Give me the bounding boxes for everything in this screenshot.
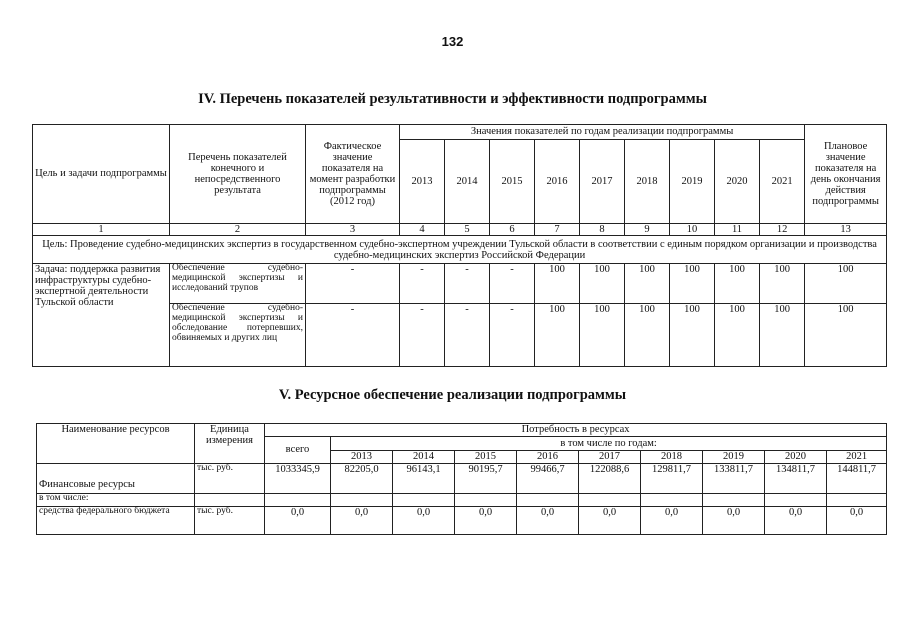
column-number: 3 xyxy=(306,224,400,236)
year-value: 133811,7 xyxy=(703,464,765,494)
year-value: 0,0 xyxy=(517,507,579,535)
actual-value: - xyxy=(306,264,400,304)
year-value: 0,0 xyxy=(703,507,765,535)
header-goal: Цель и задачи подпрограммы xyxy=(33,125,170,224)
year-value: 144811,7 xyxy=(827,464,887,494)
year-value: - xyxy=(400,304,445,367)
header-row-1 xyxy=(37,424,887,437)
resource-unit: тыс. руб. xyxy=(195,507,265,535)
header-row-1 xyxy=(33,125,887,140)
table-row xyxy=(37,494,887,507)
header-need: Потребность в ресурсах xyxy=(265,424,887,437)
year-value: 100 xyxy=(715,304,760,367)
resource-name: Финансовые ресурсы xyxy=(37,464,195,494)
header-unit: Единица измерения xyxy=(195,424,265,464)
year-value: 100 xyxy=(535,264,580,304)
header-year: 2018 xyxy=(641,451,703,464)
year-value: 100 xyxy=(580,264,625,304)
year-value xyxy=(641,494,703,507)
header-year: 2020 xyxy=(765,451,827,464)
header-year: 2017 xyxy=(579,451,641,464)
header-year: 2018 xyxy=(625,140,670,224)
year-value: 0,0 xyxy=(455,507,517,535)
column-number: 1 xyxy=(33,224,170,236)
year-value: 0,0 xyxy=(765,507,827,535)
resource-unit xyxy=(195,494,265,507)
header-indicator: Перечень показателей конечного и непосредственного результата xyxy=(170,125,306,224)
column-number: 4 xyxy=(400,224,445,236)
year-value xyxy=(393,494,455,507)
year-value: 100 xyxy=(760,304,805,367)
column-number: 10 xyxy=(670,224,715,236)
year-value xyxy=(703,494,765,507)
header-total: всего xyxy=(265,437,331,464)
year-value: 90195,7 xyxy=(455,464,517,494)
year-value xyxy=(765,494,827,507)
header-year: 2013 xyxy=(331,451,393,464)
header-years-group: Значения показателей по годам реализации подпрограммы xyxy=(400,125,805,140)
column-number: 8 xyxy=(580,224,625,236)
year-value: 82205,0 xyxy=(331,464,393,494)
year-value: - xyxy=(445,264,490,304)
header-year: 2014 xyxy=(393,451,455,464)
planned-value: 100 xyxy=(805,304,887,367)
resources-table xyxy=(36,423,887,535)
year-value: 96143,1 xyxy=(393,464,455,494)
indicator-text: Обеспечение судебно-медицинской экспертизы и обследование потерпевших, обвиняемых и других лиц xyxy=(170,304,306,367)
year-value: 100 xyxy=(760,264,805,304)
header-year: 2019 xyxy=(703,451,765,464)
planned-value: 100 xyxy=(805,264,887,304)
header-year: 2016 xyxy=(535,140,580,224)
year-value: 100 xyxy=(670,264,715,304)
column-number: 11 xyxy=(715,224,760,236)
year-value: - xyxy=(490,264,535,304)
goal-text: Цель: Проведение судебно-медицинских экспертиз в государственном судебно-экспертном учреждении Тульской области в соответствии с единым порядком организации и производства судебно-медицинских экспертиз Российской Федерации xyxy=(33,236,887,264)
year-value: - xyxy=(490,304,535,367)
year-value: 0,0 xyxy=(579,507,641,535)
year-value: 134811,7 xyxy=(765,464,827,494)
year-value: 100 xyxy=(580,304,625,367)
year-value xyxy=(331,494,393,507)
header-year: 2015 xyxy=(455,451,517,464)
year-value: 100 xyxy=(625,264,670,304)
header-year: 2020 xyxy=(715,140,760,224)
year-value xyxy=(517,494,579,507)
year-value: 100 xyxy=(715,264,760,304)
resource-total xyxy=(265,494,331,507)
column-number: 12 xyxy=(760,224,805,236)
column-number: 13 xyxy=(805,224,887,236)
year-value: - xyxy=(445,304,490,367)
year-value: 0,0 xyxy=(641,507,703,535)
header-year: 2014 xyxy=(445,140,490,224)
year-value: 122088,6 xyxy=(579,464,641,494)
header-resource: Наименование ресурсов xyxy=(37,424,195,464)
table-row xyxy=(37,507,887,535)
column-number: 5 xyxy=(445,224,490,236)
goal-row xyxy=(33,236,887,264)
resource-name: в том числе: xyxy=(37,494,195,507)
resource-unit: тыс. руб. xyxy=(195,464,265,494)
year-value: - xyxy=(400,264,445,304)
header-planned: Плановое значение показателя на день окончания действия подпрограммы xyxy=(805,125,887,224)
task-text: Задача: поддержка развития инфраструктуры судебно-экспертной деятельности Тульской области xyxy=(33,264,170,367)
year-value: 0,0 xyxy=(331,507,393,535)
year-value: 99466,7 xyxy=(517,464,579,494)
header-year: 2019 xyxy=(670,140,715,224)
year-value: 0,0 xyxy=(393,507,455,535)
header-year: 2017 xyxy=(580,140,625,224)
column-number: 9 xyxy=(625,224,670,236)
header-year: 2015 xyxy=(490,140,535,224)
page-number: 132 xyxy=(441,34,464,49)
table-row xyxy=(33,264,887,304)
table-row xyxy=(37,464,887,494)
resource-name: средства федерального бюджета xyxy=(37,507,195,535)
year-value: 100 xyxy=(535,304,580,367)
indicators-table xyxy=(32,124,887,367)
header-year: 2021 xyxy=(760,140,805,224)
indicator-text: Обеспечение судебно-медицинской экспертизы и исследований трупов xyxy=(170,264,306,304)
year-value xyxy=(579,494,641,507)
year-value xyxy=(827,494,887,507)
header-year: 2013 xyxy=(400,140,445,224)
column-number: 2 xyxy=(170,224,306,236)
header-by-years: в том числе по годам: xyxy=(331,437,887,451)
header-year: 2021 xyxy=(827,451,887,464)
resource-total: 0,0 xyxy=(265,507,331,535)
section-iv-title: IV. Перечень показателей результативности и эффективности подпрограммы xyxy=(198,91,707,107)
header-year: 2016 xyxy=(517,451,579,464)
header-actual: Фактическое значение показателя на момент разработки подпрограммы (2012 год) xyxy=(306,125,400,224)
column-number: 6 xyxy=(490,224,535,236)
year-value: 129811,7 xyxy=(641,464,703,494)
section-v-title: V. Ресурсное обеспечение реализации подпрограммы xyxy=(278,387,627,403)
column-number: 7 xyxy=(535,224,580,236)
year-value xyxy=(455,494,517,507)
year-value: 0,0 xyxy=(827,507,887,535)
year-value: 100 xyxy=(625,304,670,367)
column-number-row xyxy=(33,224,887,236)
year-value: 100 xyxy=(670,304,715,367)
resource-total: 1033345,9 xyxy=(265,464,331,494)
actual-value: - xyxy=(306,304,400,367)
